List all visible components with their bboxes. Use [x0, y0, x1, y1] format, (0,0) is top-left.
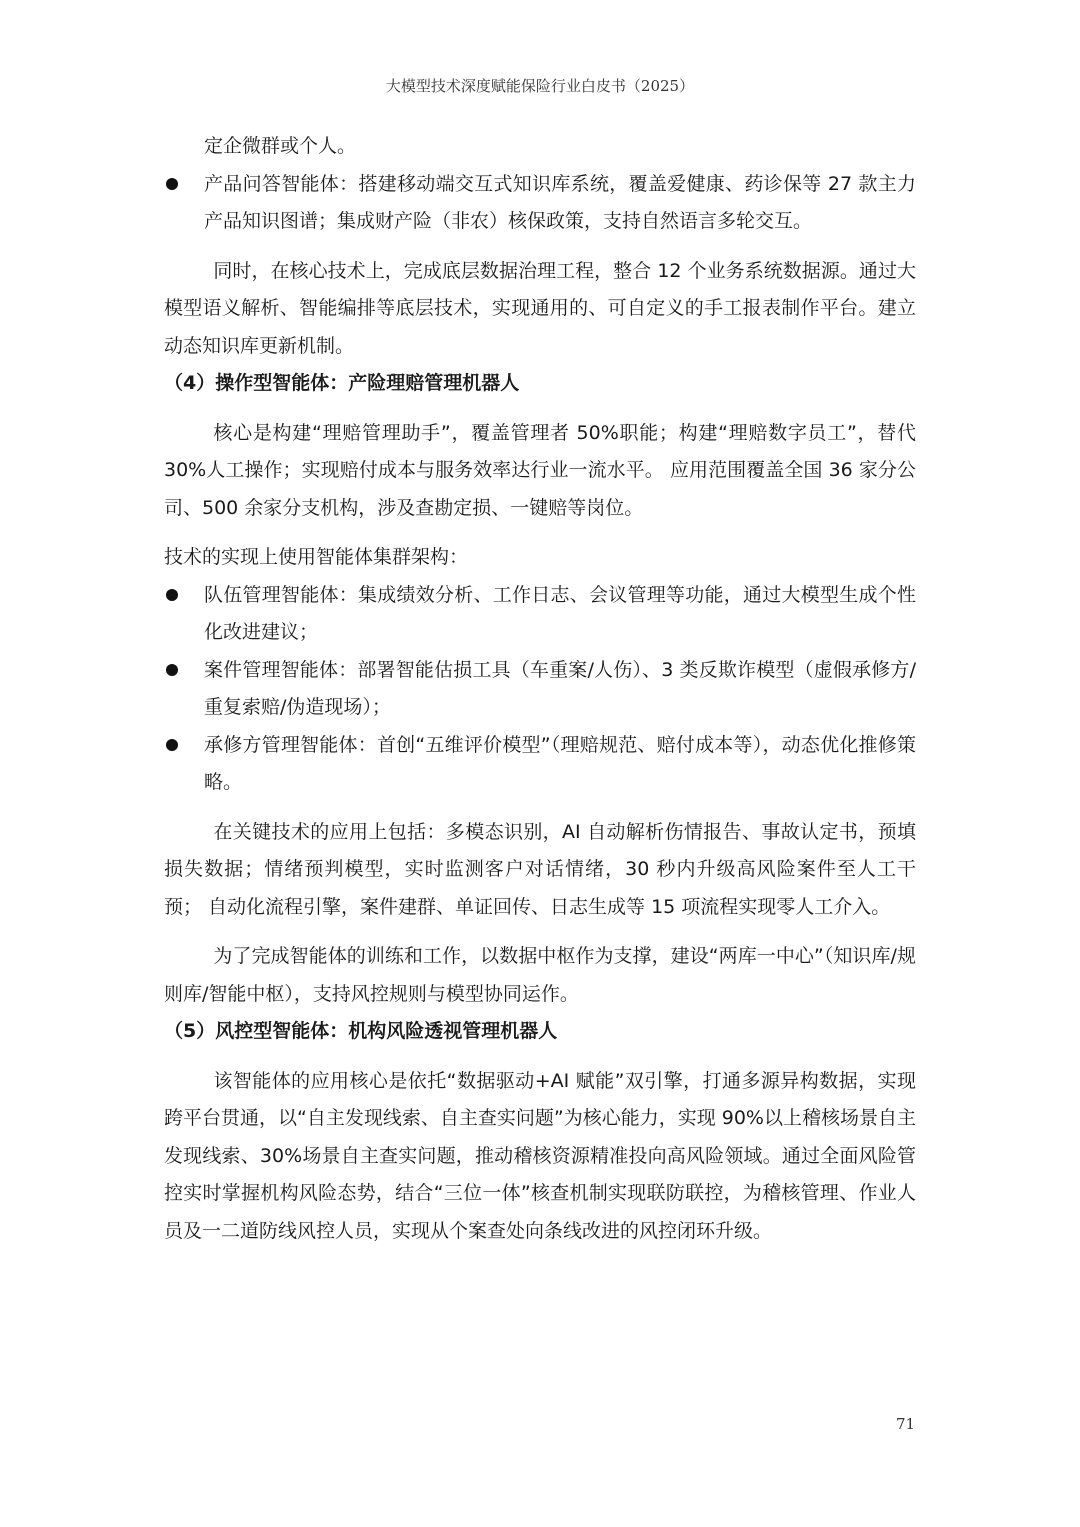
paragraph-claims-core: 核心是构建“理赔管理助手”，覆盖管理者 50%职能；构建“理赔数字员工”，替代 30%人工操作；实现赔付成本与服务效率达行业一流水平。 应用范围覆盖全国 36 家分公司、500 余家分支机构，涉及查勘定损、一键赔等岗位。	[164, 421, 916, 519]
bullet-text: 承修方管理智能体：首创“五维评价模型”（理赔规范、赔付成本等），动态优化推修策略。	[204, 733, 916, 793]
paragraph-risk: 该智能体的应用核心是依托“数据驱动+AI 赋能”双引擎，打通多源异构数据，实现跨平台贯通，以“自主发现线索、自主查实问题”为核心能力，实现 90%以上稽核场景自主发现线索、30%场景自主查实问题，推动稽核资源精准投向高风险领域。通过全面风险管控实时掌握机构风险态势，结合“三位一体”核查机制实现联防联控，为稽核管理、作业人员及一二道防线风控人员，实现从个案查处向条线改进的风控闭环升级。	[164, 1069, 916, 1242]
paragraph-key-tech: 在关键技术的应用上包括：多模态识别，AI 自动解析伤情报告、事故认定书，预填损失数据；情绪预判模型，实时监测客户对话情绪，30 秒内升级高风险案件至人工干预； 自动化流程引擎，案件建群、单证回传、日志生成等 15 项流程实现零人工介入。	[164, 820, 916, 918]
page-header: 大模型技术深度赋能保险行业白皮书（2025）	[385, 77, 695, 95]
paragraph-training: 为了完成智能体的训练和工作，以数据中枢作为支撑，建设“两库一中心”（知识库/规则库/智能中枢），支持风控规则与模型协同运作。	[164, 945, 916, 1005]
continued-line: 定企微群或个人。	[204, 135, 357, 157]
bullet-dot-icon	[166, 178, 178, 190]
bullet-repair-agent	[164, 727, 916, 802]
paragraph-core-tech: 同时，在核心技术上，完成底层数据治理工程，整合 12 个业务系统数据源。通过大模型语义解析、智能编排等底层技术，实现通用的、可自定义的手工报表制作平台。建立动态知识库更新机制。	[164, 259, 916, 357]
bullet-text: 案件管理智能体：部署智能估损工具（车重案/人伤）、3 类反欺诈模型（虚假承修方/重复索赔/伪造现场）；	[204, 658, 916, 718]
bullet-dot-icon	[166, 589, 178, 601]
bullet-text: 产品问答智能体：搭建移动端交互式知识库系统，覆盖爱健康、药诊保等 27 款主力产品知识图谱；集成财产险（非农）核保政策，支持自然语言多轮交互。	[204, 172, 916, 232]
section-heading-5: （5）风控型智能体：机构风险透视管理机器人	[164, 1020, 558, 1042]
section-heading-4: （4）操作型智能体：产险理赔管理机器人	[164, 372, 520, 394]
document-body	[164, 128, 916, 1250]
bullet-text: 队伍管理智能体：集成绩效分析、工作日志、会议管理等功能，通过大模型生成个性化改进建议；	[204, 583, 916, 643]
bullet-case-agent	[164, 652, 916, 727]
bullet-product-qa	[164, 166, 916, 241]
paragraph-architecture: 技术的实现上使用智能体集群架构：	[164, 546, 469, 568]
bullet-dot-icon	[166, 664, 178, 676]
bullet-dot-icon	[166, 739, 178, 751]
bullet-team-agent	[164, 577, 916, 652]
page-number: 71	[896, 1415, 916, 1433]
